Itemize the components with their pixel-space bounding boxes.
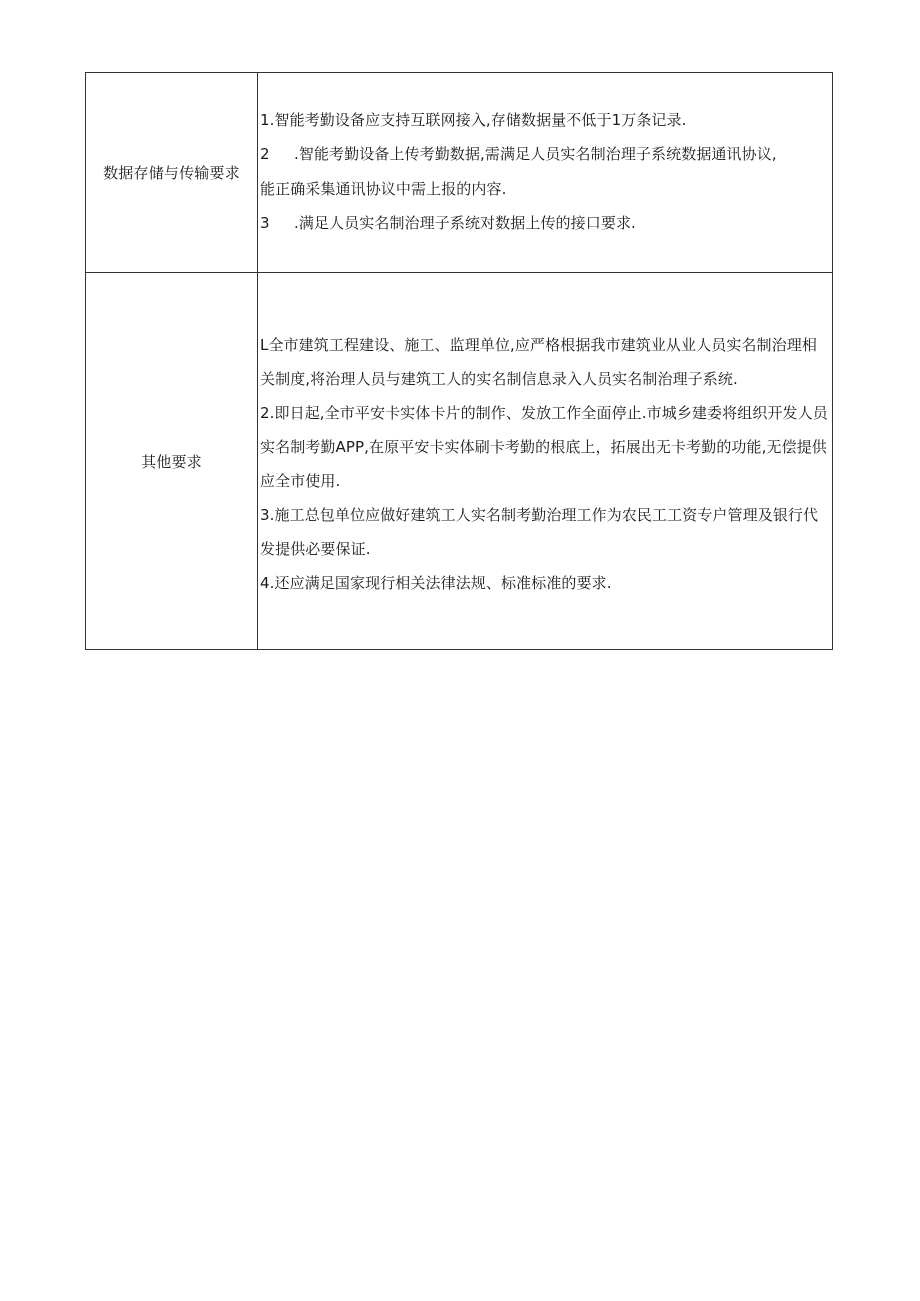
row-content <box>258 73 833 273</box>
paragraph: L全市建筑工程建设、施工、监理单位,应严格根据我市建筑业从业人员实名制治理相关制度,将治理人员与建筑工人的实名制信息录入人员实名制治理子系统. <box>260 335 817 388</box>
paragraph: 1.智能考勤设备应支持互联网接入,存储数据量不低于1万条记录. <box>260 110 687 129</box>
requirements-table <box>85 72 833 650</box>
paragraph: 3.施工总包单位应做好建筑工人实名制考勤治理工作为农民工工资专户管理及银行代发提供必要保证. <box>260 505 819 558</box>
paragraph: 3 .满足人员实名制治理子系统对数据上传的接口要求. <box>260 214 636 232</box>
paragraph: 2.即日起,全市平安卡实体卡片的制作、发放工作全面停止.市城乡建委将组织开发人员实名制考勤APP,在原平安卡实体刷卡考勤的根底上，拓展出无卡考勤的功能,无偿提供应全市使用. <box>260 403 828 490</box>
row-label: 数据存储与传输要求 <box>86 73 258 273</box>
row-label: 其他要求 <box>86 273 258 650</box>
paragraph: 4.还应满足国家现行相关法律法规、标准标准的要求. <box>260 573 612 592</box>
table-row <box>86 273 833 650</box>
table-row <box>86 73 833 273</box>
row-content <box>258 273 833 650</box>
paragraph: 2 .智能考勤设备上传考勤数据,需满足人员实名制治理子系统数据通讯协议,能正确采集通讯协议中需上报的内容. <box>260 145 777 198</box>
